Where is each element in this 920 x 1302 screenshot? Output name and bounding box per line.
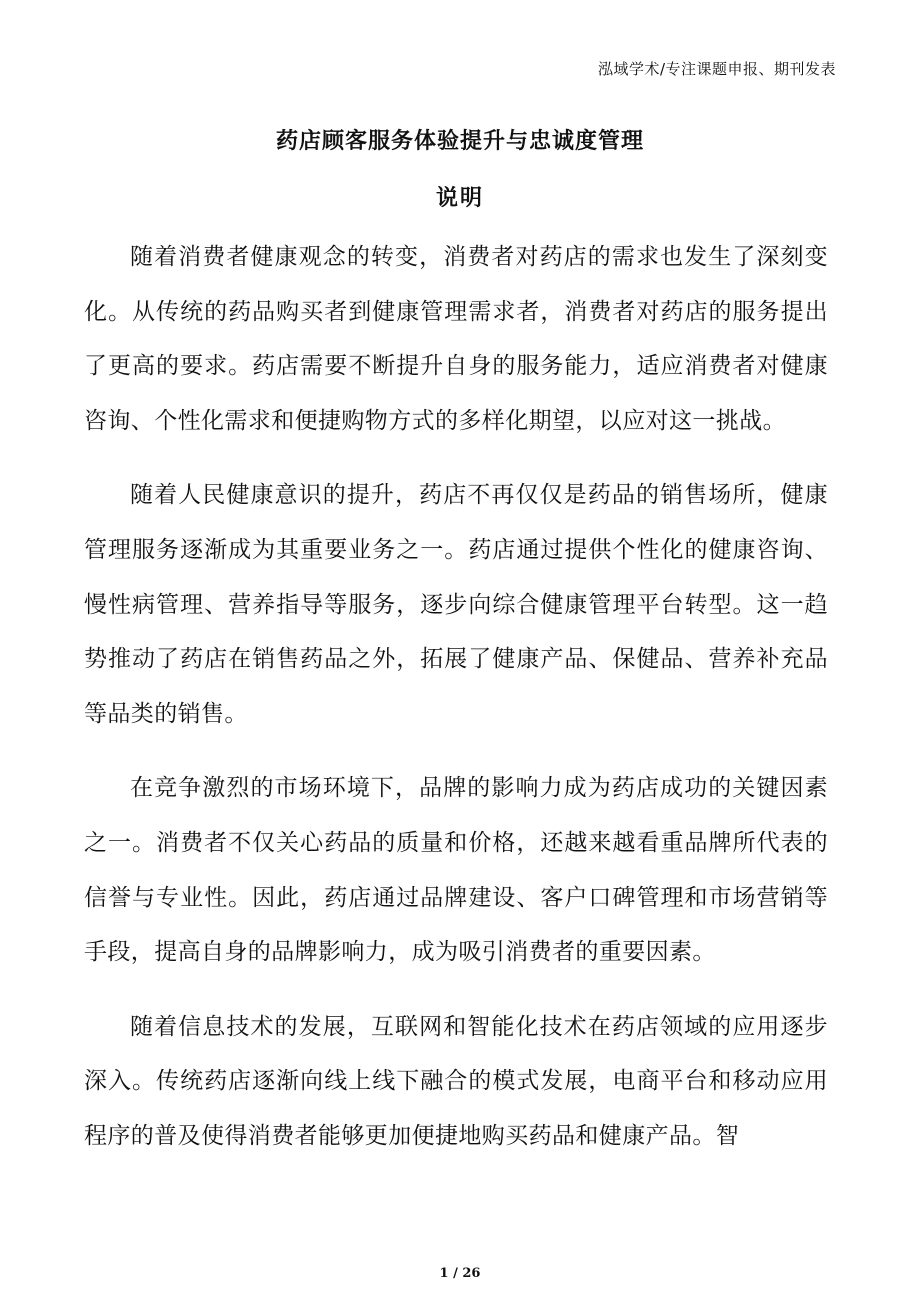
paragraph-3: 在竞争激烈的市场环境下，品牌的影响力成为药店成功的关键因素之一。消费者不仅关心药品的质量和价格，还越来越看重品牌所代表的信誉与专业性。因此，药店通过品牌建设、客户口碑管理和市场营销等手段，提高自身的品牌影响力，成为吸引消费者的重要因素。 [84,775,828,966]
section-heading: 说明 [435,186,484,211]
page-header: 泓域学术/专注课题申报、期刊发表 [597,60,836,78]
document-body [84,230,828,1184]
paragraph-1: 随着消费者健康观念的转变，消费者对药店的需求也发生了深刻变化。从传统的药品购买者到健康管理需求者，消费者对药店的服务提出了更高的要求。药店需要不断提升自身的服务能力，适应消费者对健康咨询、个性化需求和便捷购物方式的多样化期望，以应对这一挑战。 [84,244,828,434]
header-divider [84,86,836,87]
page-number: 1 / 26 [439,1266,481,1281]
paragraph-4: 随着信息技术的发展，互联网和智能化技术在药店领域的应用逐步深入。传统药店逐渐向线上线下融合的模式发展，电商平台和移动应用程序的普及使得消费者能够更加便捷地购买药品和健康产品。智 [84,1013,828,1149]
document-title: 药店顾客服务体验提升与忠诚度管理 [275,129,644,154]
paragraph-2: 随着人民健康意识的提升，药店不再仅仅是药品的销售场所，健康管理服务逐渐成为其重要业务之一。药店通过提供个性化的健康咨询、慢性病管理、营养指导等服务，逐步向综合健康管理平台转型。这一趋势推动了药店在销售药品之外，拓展了健康产品、保健品、营养补充品等品类的销售。 [84,482,828,727]
